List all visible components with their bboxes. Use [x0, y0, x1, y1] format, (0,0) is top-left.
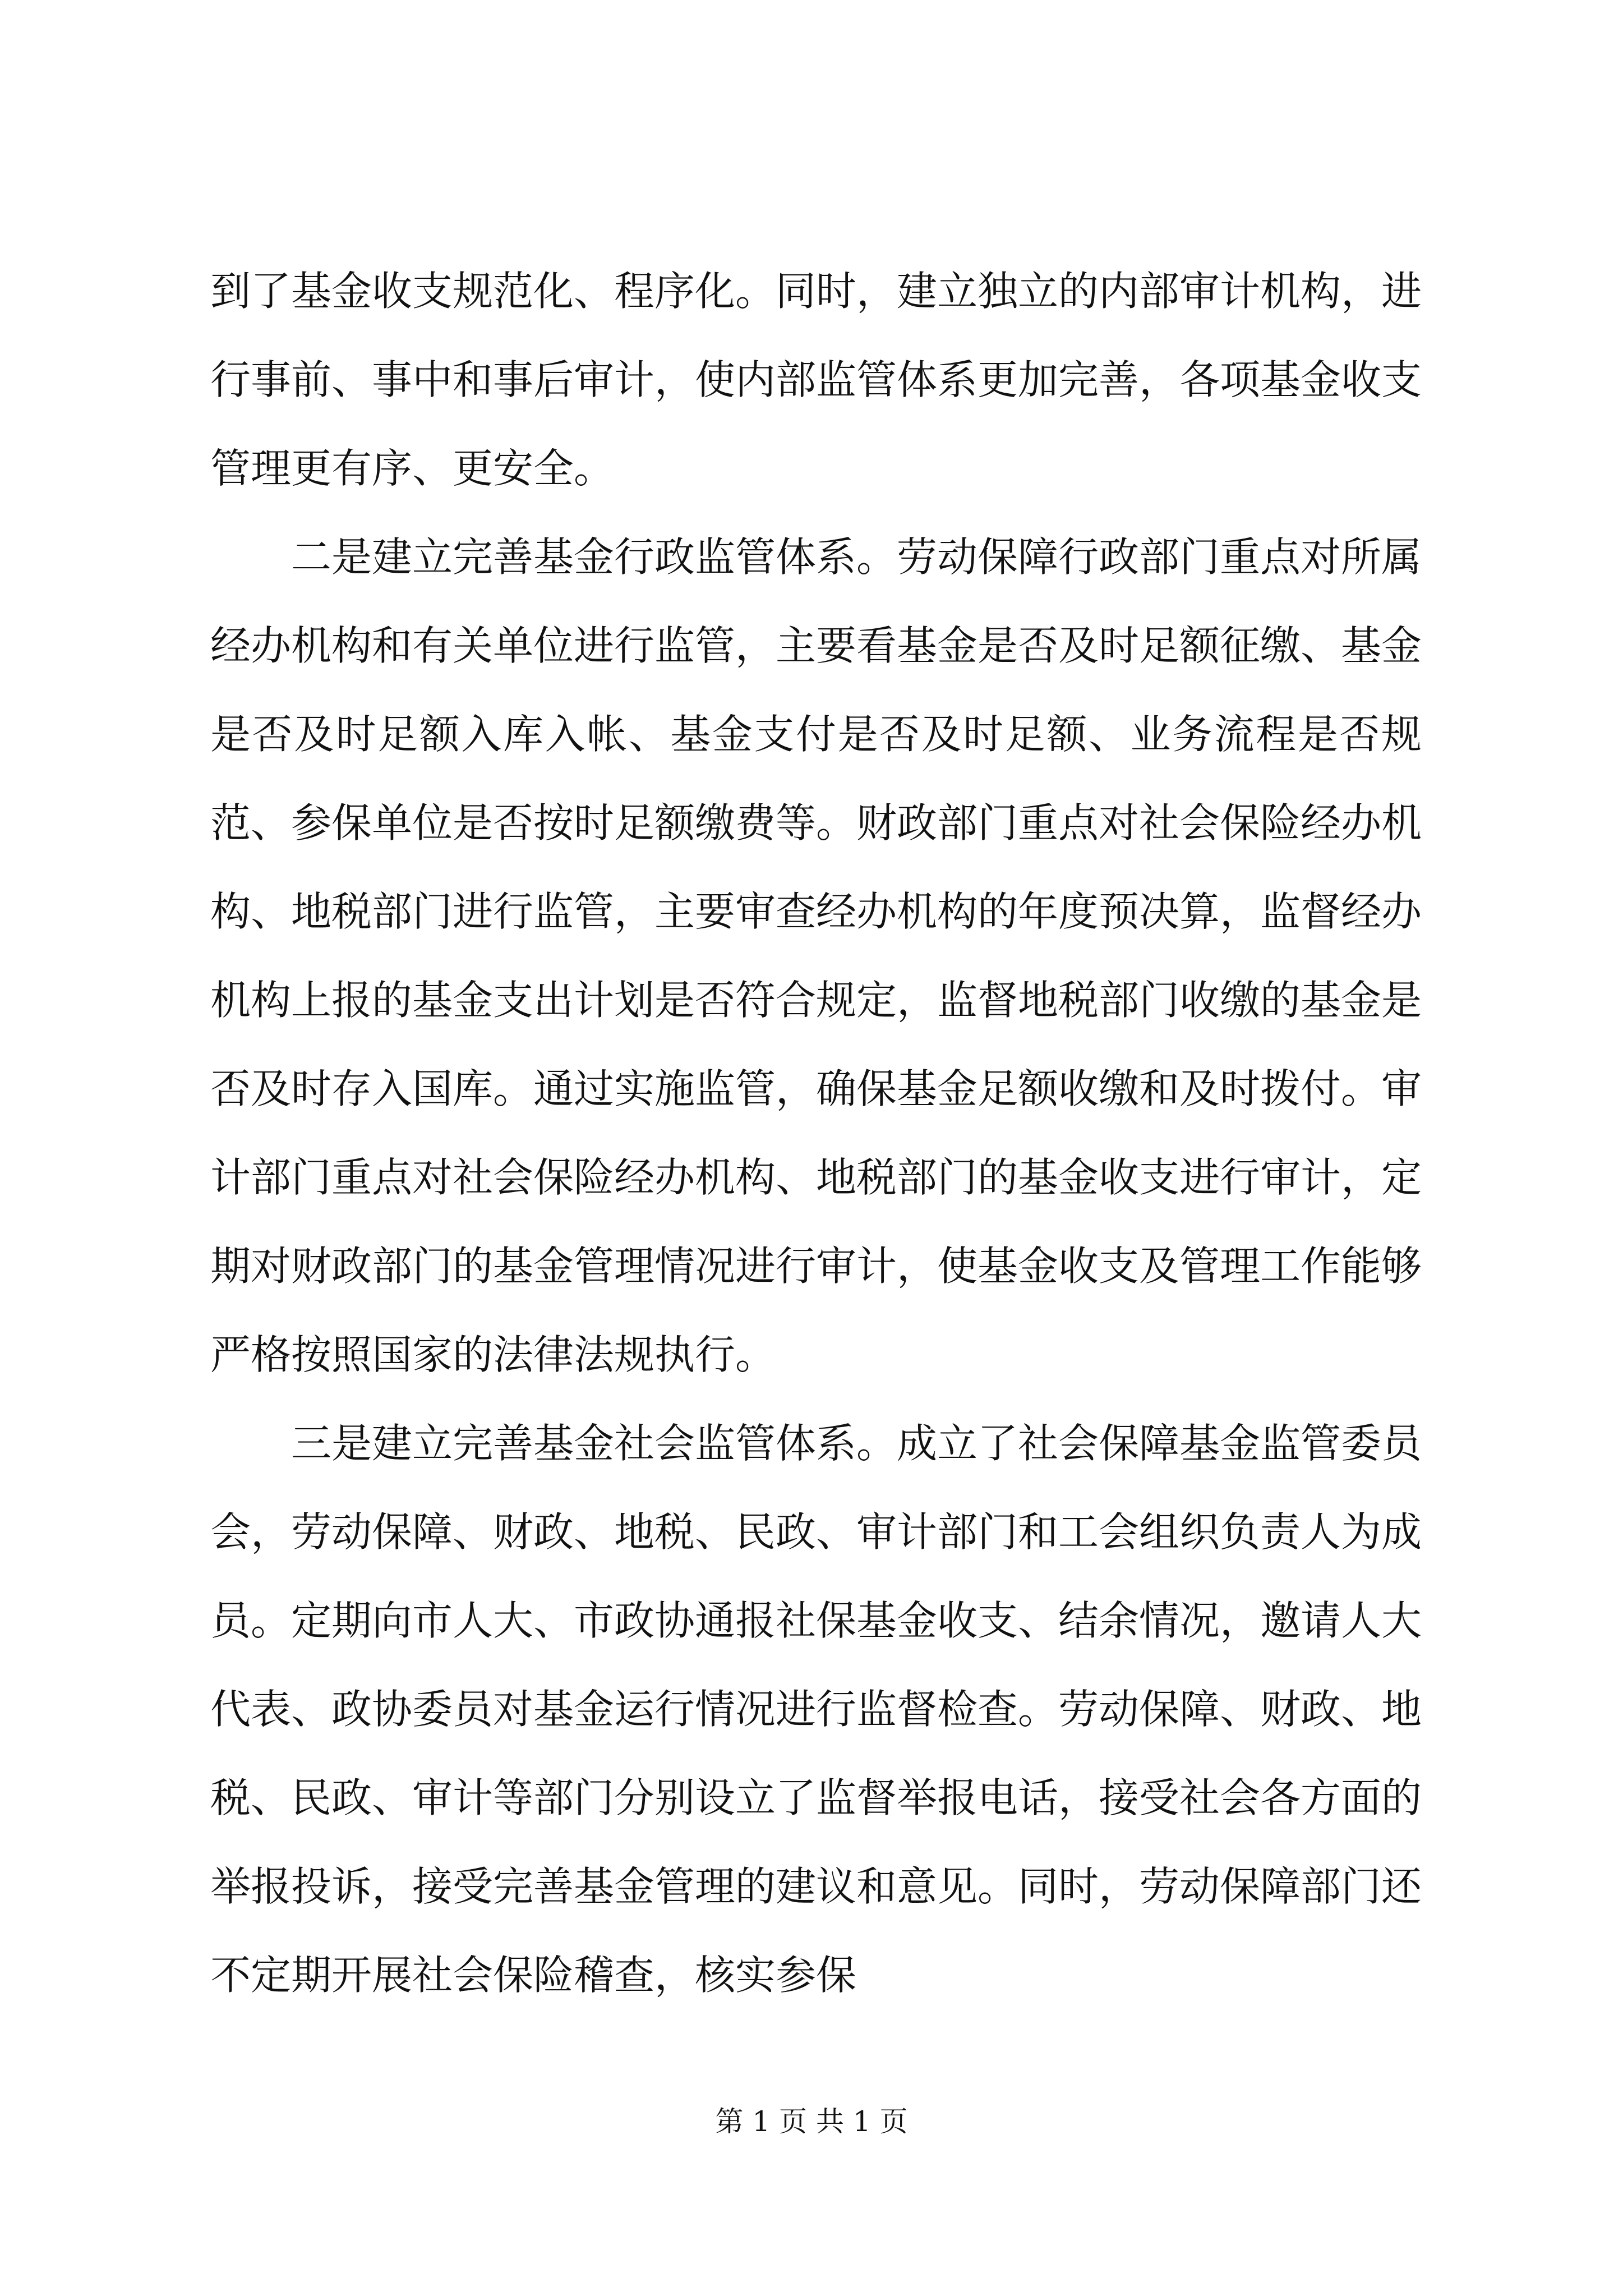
paragraph-3: 三是建立完善基金社会监管体系。成立了社会保障基金监管委员会，劳动保障、财政、地税、民政、审计部门和工会组织负责人为成员。定期向市人大、市政协通报社保基金收支、结余情况，邀请人大代表、政协委员对基金运行情况进行监督检查。劳动保障、财政、地税、民政、审计等部门分别设立了监督举报电话，接受社会各方面的举报投诉，接受完善基金管理的建议和意见。同时，劳动保障部门还不定期开展社会保险稽查，核实参保 — [210, 1420, 1422, 1999]
paragraph-2: 二是建立完善基金行政监管体系。劳动保障行政部门重点对所属经办机构和有关单位进行监管，主要看基金是否及时足额征缴、基金是否及时足额入库入帐、基金支付是否及时足额、业务流程是否规范、参保单位是否按时足额缴费等。财政部门重点对社会保险经办机构、地税部门进行监管，主要审查经办机构的年度预决算，监督经办机构上报的基金支出计划是否符合规定，监督地税部门收缴的基金是否及时存入国库。通过实施监管，确保基金足额收缴和及时拨付。审计部门重点对社会保险经办机构、地税部门的基金收支进行审计，定期对财政部门的基金管理情况进行审计，使基金收支及管理工作能够严格按照国家的法律法规执行。 — [210, 533, 1422, 1378]
page-footer: 第 1 页 共 1 页 — [715, 2105, 908, 2138]
paragraph-1: 到了基金收支规范化、程序化。同时，建立独立的内部审计机构，进行事前、事中和事后审计，使内部监管体系更加完善，各项基金收支管理更有序、更安全。 — [210, 268, 1422, 492]
document-body — [210, 247, 1422, 2019]
